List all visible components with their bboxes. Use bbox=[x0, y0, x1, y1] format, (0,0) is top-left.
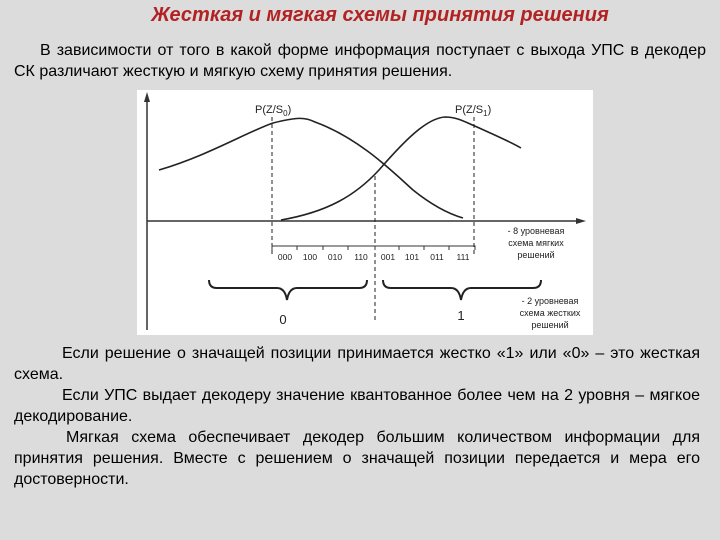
curve-p-z-s0 bbox=[159, 118, 463, 218]
decision-diagram-svg bbox=[137, 90, 593, 335]
hard-brace-zero bbox=[209, 280, 367, 300]
soft-code: 100 bbox=[302, 252, 318, 262]
soft-caption-line: схема мягких bbox=[508, 238, 564, 248]
curve-p-z-s1 bbox=[281, 117, 521, 220]
soft-caption-line: решений bbox=[517, 250, 555, 260]
curve-label-s1: $P(Z/S_1)$ bbox=[455, 104, 492, 118]
soft-code: 000 bbox=[277, 252, 293, 262]
x-axis-arrow bbox=[576, 218, 586, 224]
paragraph-soft: Если УПС выдает декодеру значение квантованное более чем на 2 уровня – мягкое декодирование. bbox=[14, 387, 700, 425]
soft-code: 110 bbox=[354, 252, 368, 262]
soft-code: 011 bbox=[430, 252, 444, 262]
body-text bbox=[14, 343, 700, 490]
curve-label-s0: $P(Z/S_0)$ bbox=[255, 104, 292, 118]
slide-title: Жесткая и мягкая схемы принятия решения bbox=[151, 4, 609, 26]
soft-code: 101 bbox=[404, 252, 420, 262]
hard-caption-line: - 2 уровневая bbox=[521, 296, 579, 306]
paragraph-soft-info: Мягкая схема обеспечивает декодер большим количеством информации для принятия решения. Вместе с решением о значащей позиции передается и мера его достоверности. bbox=[14, 429, 700, 488]
soft-code: 001 bbox=[380, 252, 396, 262]
hard-caption-line: схема жестких bbox=[519, 308, 581, 318]
soft-decision-ticks bbox=[297, 246, 449, 250]
soft-code: 010 bbox=[327, 252, 343, 262]
decision-diagram bbox=[137, 90, 593, 335]
soft-decision-bracket bbox=[272, 246, 475, 250]
hard-brace-one bbox=[383, 280, 541, 300]
paragraph-hard: Если решение о значащей позиции принимается жестко «1» или «0» – это жесткая схема. bbox=[14, 345, 700, 383]
intro-paragraph: В зависимости от того в какой форме информация поступает с выхода УПС в декодер СК различают жесткую и мягкую схему принятия решения. bbox=[14, 42, 706, 80]
hard-caption-line: решений bbox=[531, 320, 569, 330]
soft-caption-line: - 8 уровневая bbox=[507, 226, 565, 236]
y-axis-arrow bbox=[144, 92, 150, 102]
hard-value-zero: 0 bbox=[279, 312, 287, 327]
soft-code: 111 bbox=[456, 252, 470, 262]
hard-value-one: 1 bbox=[457, 308, 465, 323]
